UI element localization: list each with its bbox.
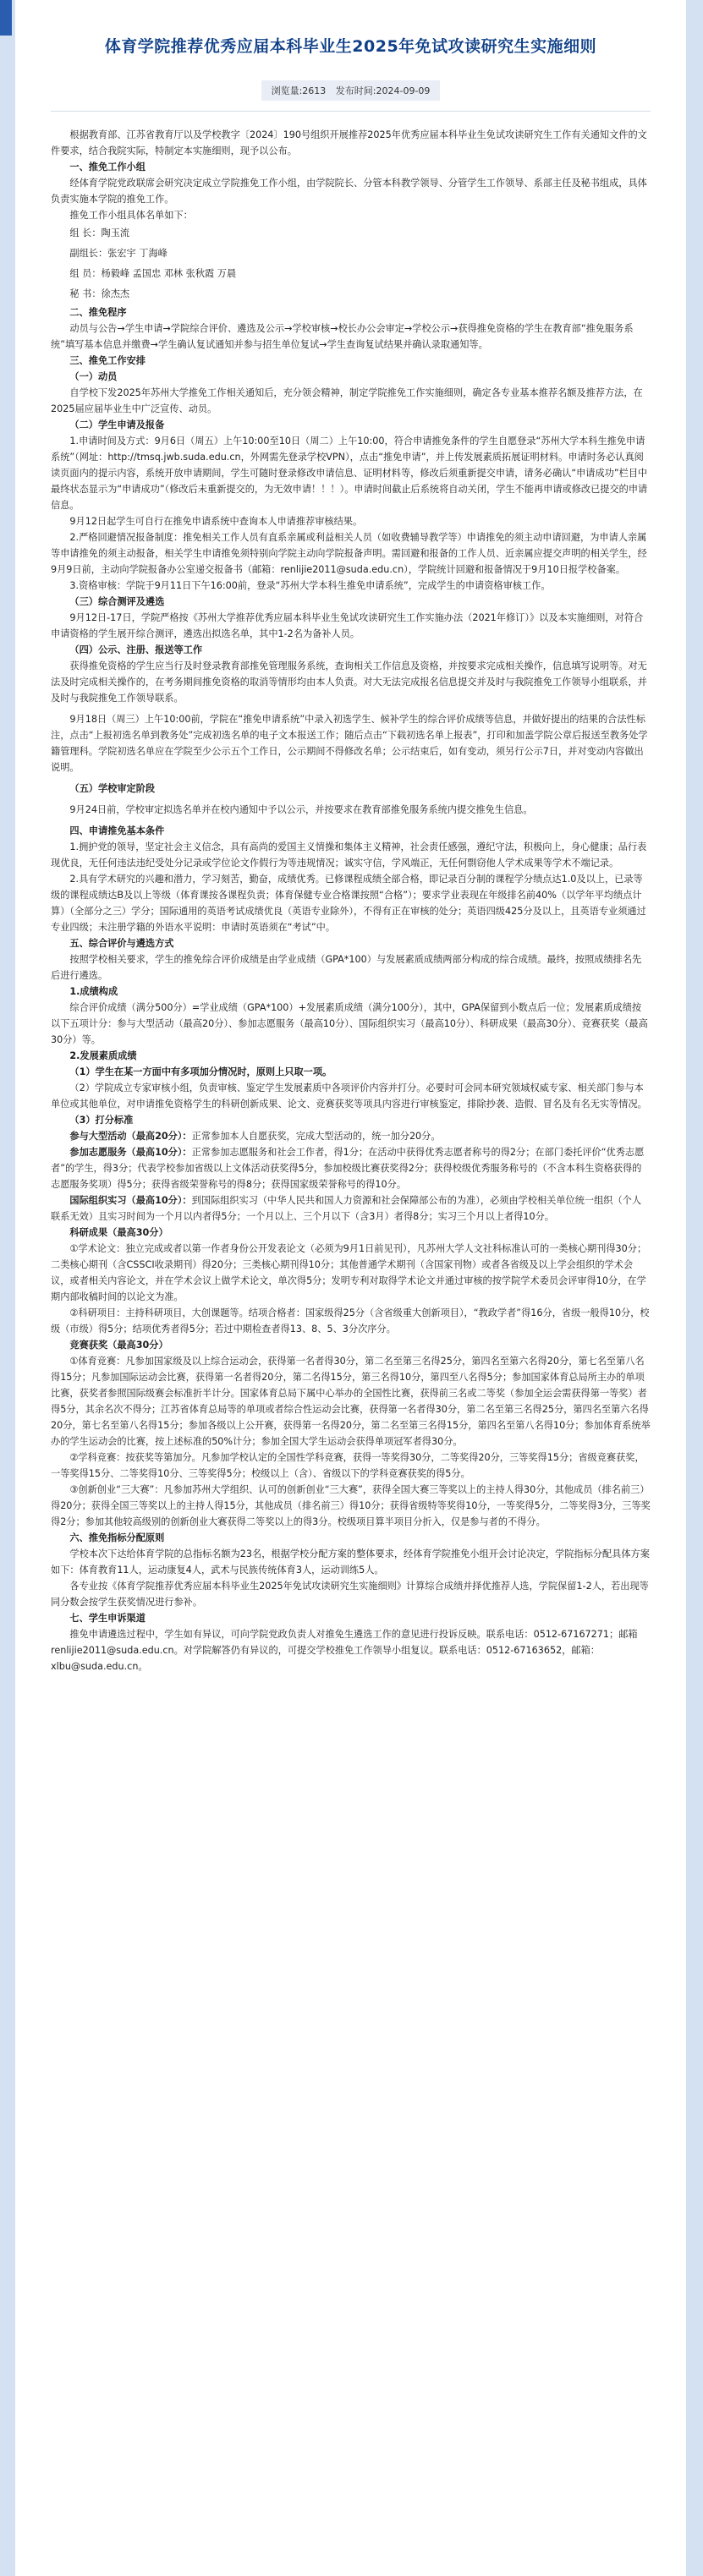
side-accent-bar (0, 0, 12, 36)
criteria-item: 国际组织实习（最高10分）：到国际组织实习（中华人民共和国人力资源和社会保障部公布的为准），必须由学校相关单位统一组织（个人联系无效）且实习时间为一个月以内者得5分；一个月以上、三个月以下（含3月）者得8分；实习三个月以上者得10分。 (51, 1195, 642, 1222)
paragraph: ①学术论文：独立完成或者以第一作者身份公开发表论文（必须为9月1日前见刊），凡苏州大学人文社科标准认可的一类核心期刊得30分；二类核心期刊（含CSSCI收录期刊）得20分；三类核心期刊得10分；其他普通学术期刊（含国家刊物）或者各省级及以上学会组织的学术会议，或者相关内容论文，并在学术会议上做学术论文，单次得5分；发明专利对取得学术论文并通过审核的按学院学术委员会评审得10分，在学期内部收稿时间的以论文为准。 (51, 1243, 647, 1302)
paragraph: ②学科竞赛：按获奖等第加分。凡参加学校认定的全国性学科竞赛，获得一等奖得30分，二等奖得20分，三等奖得15分；省级竞赛获奖，一等奖得15分、二等奖得10分、三等奖得5分；校级以上（含）、省级以下的学科竞赛获奖的得5分。 (51, 1452, 645, 1479)
paragraph: 1.申请时间及方式：9月6日（周五）上午10:00至10日（周二）上午10:00，符合申请推免条件的学生自愿登录“苏州大学本科生推免申请系统”（网址：http://tmsq.jwb.suda.edu.cn，外网需先登录学校VPN），点击“推免申请”，并上传发展素质拓展证明材料。申请时务必认真阅读页面内的提示内容，系统开放申请期间，学生可随时登录修改申请信息、证明材料等，修改后须重新提交申请，请务必确认“申请成功”栏目中最终状态显示为“申请成功”（修改后未重新提交的，为无效申请！！！）。申请时间截止后系统将自动关闭，学生不能再申请或修改已提交的申请信息。 (51, 436, 648, 511)
criteria-item: 参加志愿服务（最高10分）：正常参加志愿服务和社会工作者，得1分；在活动中获得优秀志愿者称号的得2分；在部门委托评价“优秀志愿者”的学生，得3分；代表学校参加省级以上文体活动获奖得5分，参加校级比赛获奖得2分；获得校级优秀服务称号的（不含本科生资格获得的志愿服务奖项）得5分；获得省级荣誉称号的得8分；获得国家级荣誉称号的得10分。 (51, 1147, 645, 1190)
section-heading: 四、申请推免基本条件 (69, 825, 165, 836)
section-heading: 七、学生申诉渠道 (69, 1613, 146, 1624)
subsection-heading: （二）学生申请及报备 (69, 419, 165, 430)
article-meta (51, 80, 651, 101)
title-divider (51, 111, 651, 112)
paragraph: 学校本次下达给体育学院的总指标名额为23名，根据学校分配方案的整体要求，经体育学院推免小组开会讨论决定，学院指标分配具体方案如下：体育教育11人，运动康复4人，武术与民族传统体育3人，运动训练5人。 (51, 1548, 650, 1576)
paragraph: 获得推免资格的学生应当行及时登录教育部推免管理服务系统，查询相关工作信息及资格，并按要求完成相关操作，信息填写说明等。对无法及时完成相关操作的，在考务期间推免资格的取消等情形均由本人负责。对大无法完成报名信息提交并及时与我院推免工作领导小组联系，并及时与我院推免工作领导联系。 (51, 660, 647, 704)
paragraph: 9月12日起学生可自行在推免申请系统中查询本人申请推荐审核结果。 (69, 516, 363, 527)
article-body (51, 127, 651, 1674)
criteria-label: 国际组织实习（最高10分）： (69, 1195, 192, 1206)
publish-date: 发布时间:2024-09-09 (335, 85, 431, 96)
section-heading: 三、推免工作安排 (69, 355, 146, 366)
paragraph: 2.具有学术研究的兴趣和潜力，学习刻苦，勤奋，成绩优秀。已修课程成绩全部合格，即记录百分制的课程学分绩点达1.0及以上，已录等级的课程成绩达B及以上等级（体育课按各课程负责；体育保健专业合格课按照“合格”）；要求学业表现在年级排名前40%（以学年平均绩点计算）（全部分之三）学分；国际通用的英语考试成绩优良（英语专业除外），不得有正在审核的处分；英语四级425分及以上，且英语专业须通过专业四级；未注册学籍的外语水平说明：申请时英语须在“考试”中。 (51, 874, 646, 933)
criteria-heading: （3）打分标准 (69, 1115, 134, 1126)
paragraph: ③创新创业“三大赛”：凡参加苏州大学组织、认可的创新创业“三大赛”，获得全国大赛三等奖以上的主持人得30分，其他成员（排名前三）得20分；获得全国三等奖以上的主持人得15分，其他成员（排名前三）得10分；获得省级特等奖得10分，一等奖得5分，二等奖得3分，三等奖得2分；参加其他较高级别的创新创业大赛获得二等奖以上的得3分。校级项目算半项目分折入，仅是参与者的不得分。 (51, 1484, 651, 1527)
meta-bar (261, 80, 441, 101)
criteria-heading: 科研成果（最高30分） (69, 1227, 168, 1238)
paragraph: ①体育竞赛：凡参加国家级及以上综合运动会，获得第一名者得30分，第二名至第三名得25分，第四名至第六名得20分，第七名至第八名得15分；凡参加国际运动会比赛，获得第一名者得20分，第二名得15分，第三名得10分，第四至八名得5分；参加国家体育总局所主办的单项比赛，获奖者参照国际级赛会标准折半计分。国家体育总局下属中心举办的全国性比赛，获得前三名或二等奖（参加全运会需获得第一等奖）者得5分，其余名次不得分；江苏省体育总局等的单项或者综合性运动会比赛，获得第一名者得30分，第二名至第三名得25分，第四名至第六名得20分，第七名至第八名得15分；参加各级以上公开赛，获得第一名得20分，第二名至第三名得15分，第四名至第八名得10分；参加体育系统举办的学生运动会的比赛，按上述标准的50%计分；参加全国大学生运动会获得单项冠军者得30分。 (51, 1356, 651, 1447)
article-page (15, 0, 686, 2576)
paragraph: 自学校下发2025年苏州大学推免工作相关通知后，充分领会精神，制定学院推免工作实施细则，确定各专业基本推荐名额及推荐方法，在2025届应届毕业生中广泛宣传、动员。 (51, 387, 643, 414)
subsection-heading: 2.发展素质成绩 (69, 1050, 137, 1061)
member-line: 副组长：张宏宇 丁海峰 (69, 248, 168, 259)
subsection-heading: （三）综合测评及遴选 (69, 596, 165, 607)
member-line: 秘 书：徐杰杰 (69, 288, 130, 299)
paragraph: 9月18日（周三）上午10:00前，学院在“推免申请系统”中录入初选学生、候补学生的综合评价成绩等信息，并做好提出的结果的合法性标注，点击“上报初选名单到教务处”完成初选名单的电子文本报送工作；随后点击“下载初选名单上报表”，打印和加盖学院公章后报送至教务处学籍管理科。学院初选名单应在学院至少公示五个工作日，公示期间不得修改名单；公示结束后，如有变动，须另行公示7日，并对变动内容做出说明。 (51, 714, 648, 773)
paragraph: （2）学院成立专家审核小组，负责审核、鉴定学生发展素质中各项评价内容并打分。必要时可会同本研究领域权威专家、相关部门参与本单位或其他单位，对申请推免资格学生的科研创新成果、论文、竞赛获奖等项具内容进行审核鉴定，排除抄袭、造假、冒名及有名无实等情况。 (51, 1082, 647, 1110)
paragraph: 动员与公告→学生申请→学院综合评价、遴选及公示→学校审核→校长办公会审定→学校公示→获得推免资格的学生在教育部“推免服务系统”填写基本信息并缴费→学生确认复试通知并参与招生单位复试→学生查询复试结果并确认录取通知等。 (51, 323, 634, 350)
paragraph: 3.资格审核：学院于9月11日下午16:00前，登录“苏州大学本科生推免申请系统”，完成学生的申请资格审核工作。 (69, 580, 551, 591)
paragraph: 综合评价成绩（满分500分）=学业成绩（GPA*100）+发展素质成绩（满分100分），其中，GPA保留到小数点后一位；发展素质成绩按以下五项计分：参与大型活动（最高20分）、参加志愿服务（最高10分）、国际组织实习（最高10分）、科研成果（最高30分）、竞赛获奖（最高30分）等。 (51, 1002, 648, 1045)
subsection-heading: （一）动员 (69, 371, 118, 382)
paragraph: 经体育学院党政联席会研究决定成立学院推免工作小组，由学院院长、分管本科教学领导、分管学生工作领导、系部主任及秘书组成，具体负责实施本学院的推免工作。 (51, 178, 647, 205)
paragraph: ②科研项目：主持科研项目，大创课题等。结项合格者：国家级得25分（含省级重大创新项目），“教政学者”得16分，省级一般得10分，校级（市级）得5分；结项优秀者得5分；若过中期检查者得13、8、5、3分次序分。 (51, 1307, 650, 1335)
section-heading: 二、推免程序 (69, 307, 127, 318)
section-heading: 六、推免指标分配原则 (69, 1532, 165, 1543)
paragraph: 9月24日前，学校审定拟选名单并在校内通知中予以公示，并按要求在教育部推免服务系统内提交推免生信息。 (69, 804, 533, 815)
paragraph: 9月12日-17日，学院严格按《苏州大学推荐优秀应届本科毕业生免试攻读研究生工作实施办法（2021年修订）》以及本实施细则，对符合申请资格的学生展开综合测评，遴选出拟选名单，其中1-2名为备补人员。 (51, 612, 644, 639)
section-heading: 五、综合评价与遴选方式 (69, 938, 174, 949)
criteria-heading: （1）学生在某一方面中有多项加分情况时，原则上只取一项。 (69, 1066, 332, 1077)
subsection-heading: （五）学校审定阶段 (69, 783, 156, 794)
paragraph: 推免工作小组具体名单如下： (69, 210, 193, 221)
criteria-heading: 竞赛获奖（最高30分） (69, 1340, 168, 1351)
member-line: 组 员：杨毅峰 孟国忠 邓林 张秋霞 万晨 (69, 268, 237, 279)
page-title: 体育学院推荐优秀应届本科毕业生2025年免试攻读研究生实施细则 (104, 37, 597, 56)
view-count: 浏览量:2613 (271, 85, 327, 96)
subsection-heading: 1.成绩构成 (69, 986, 118, 997)
paragraph: 各专业按《体育学院推荐优秀应届本科毕业生2025年免试攻读研究生实施细则》计算综合成绩并择优推荐人选，学院保留1-2人，若出现等同分数会按学生获奖情况进行参补。 (51, 1581, 649, 1608)
paragraph: 推免申请遴选过程中，学生如有异议，可向学院党政负责人对推免生遴选工作的意见进行投诉反映。联系电话：0512-67167271；邮箱renlijie2011@suda.edu.cn。对学院解答仍有异议的，可提交学校推免工作领导小组复议。联系电话：0512-67163652，邮箱：xlbu@suda.edu.cn。 (51, 1629, 638, 1672)
section-heading: 一、推免工作小组 (69, 162, 146, 173)
paragraph: 按照学校相关要求，学生的推免综合评价成绩是由学业成绩（GPA*100）与发展素质成绩两部分构成的综合成绩。最终，按照成绩排名先后进行遴选。 (51, 954, 642, 981)
criteria-item: 参与大型活动（最高20分）：正常参加本人自愿获奖，完成大型活动的，统一加分20分。 (69, 1131, 441, 1142)
criteria-label: 参加志愿服务（最高10分）： (69, 1147, 192, 1158)
member-line: 组 长：陶玉流 (69, 227, 130, 238)
paragraph: 1.拥护党的领导，坚定社会主义信念，具有高尚的爱国主义情操和集体主义精神，社会责任感强，遵纪守法，积极向上，身心健康；品行表现优良，无任何违法违纪受处分记录或学位论文作假行为等违规情况；诚实守信，学风端正，无任何剽窃他人学术成果等学术不端记录。 (51, 841, 647, 869)
intro-paragraph: 根据教育部、江苏省教育厅以及学校教字〔2024〕190号组织开展推荐2025年优秀应届本科毕业生免试攻读研究生工作有关通知文件的文件要求，结合我院实际，特制定本实施细则，现予以公布。 (51, 129, 647, 156)
criteria-label: 参与大型活动（最高20分）： (69, 1131, 192, 1142)
paragraph: 2.严格回避情况报备制度：推免相关工作人员有直系亲属或利益相关人员（如收费辅导教学等）申请推免的须主动申请回避，为申请人亲属等申请推免的须主动报备，相关学生申请推免须特别向学院主动向学院报备声明。需回避和报备的工作人员、近亲属应提交声明的相关学生，经9月9日前，主动向学院报备办公室递交报备书（邮箱：renlijie2011@suda.edu.cn），学院统计回避和报备情况于9月10日报学校备案。 (51, 532, 647, 575)
subsection-heading: （四）公示、注册、报送等工作 (69, 644, 203, 655)
